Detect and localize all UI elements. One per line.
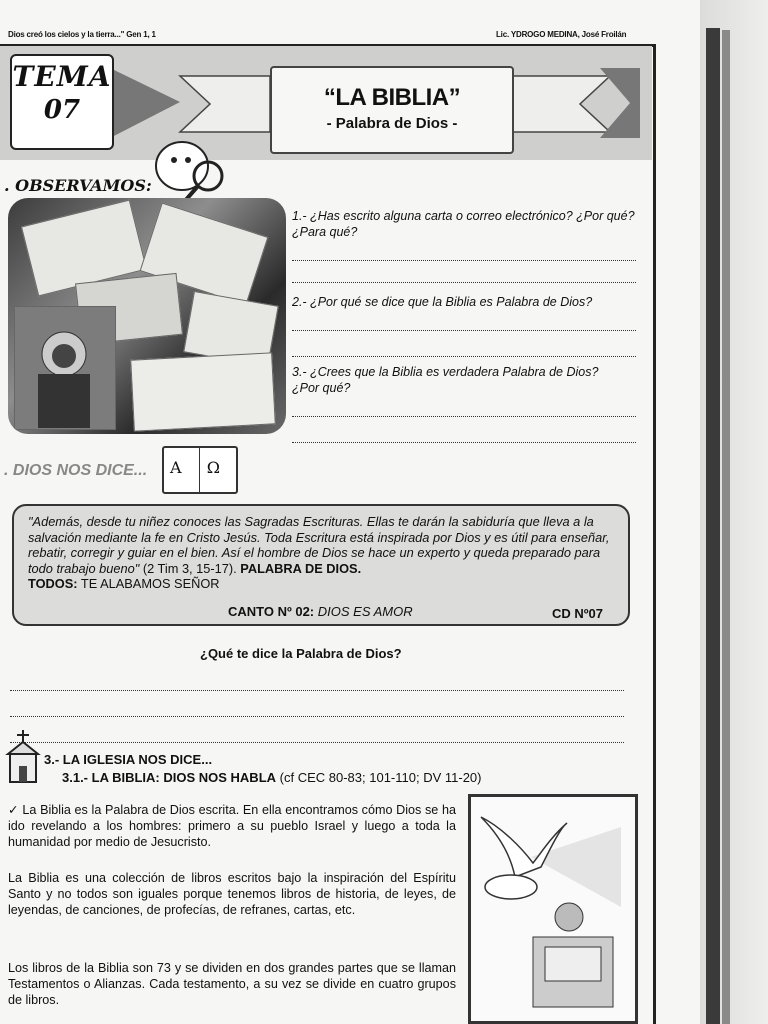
- page-title: “LA BIBLIA”: [323, 84, 461, 111]
- header-right-note: Lic. YDROGO MEDINA, José Froilán: [496, 30, 627, 39]
- tema-badge: [10, 54, 114, 150]
- question-3: 3.- ¿Crees que la Biblia es verdadera Palabra de Dios? ¿Por qué?: [292, 365, 599, 395]
- quote-closing: PALABRA DE DIOS.: [240, 560, 362, 576]
- iglesia-title: 3.- LA IGLESIA NOS DICE...: [44, 752, 213, 767]
- question-1: 1.- ¿Has escrito alguna carta o correo electrónico? ¿Por qué? ¿Para qué?: [292, 209, 635, 239]
- dios-nos-dice-label: . DIOS NOS DICE...: [4, 462, 148, 479]
- subtitle-bold: 3.1.- LA BIBLIA: DIOS NOS HABLA: [62, 770, 277, 785]
- cd-number: CD Nº07: [552, 606, 603, 621]
- quote-text: "Además, desde tu niñez conoces las Sagradas Escrituras. Ellas te darán la sabiduría que lleva a la salvación mediante la fe en Cristo Jesús. Toda Escritura está inspirada por Dios y es útil para enseñar, rebatir, corregir y guiar en el bien. Así el hombre de Dios se hace un experto y queda preparado para todo trabajo bueno": [28, 514, 610, 576]
- palabra-question: ¿Qué te dice la Palabra de Dios?: [200, 646, 402, 661]
- observamos-label: . OBSERVAMOS:: [4, 176, 152, 195]
- answer-line[interactable]: [292, 416, 636, 417]
- answer-line[interactable]: [292, 330, 636, 331]
- todos-response: TE ALABAMOS SEÑOR: [77, 576, 220, 591]
- canto-title: DIOS ES AMOR: [314, 604, 413, 619]
- check-mark-icon: ✓: [8, 803, 19, 817]
- tema-label: TEMA: [12, 60, 112, 93]
- paragraph-3: Los libros de la Biblia son 73 y se dividen en dos grandes partes que se llaman Testamentos o Alianzas. Cada testamento, a su vez se divide en cuatro grupos de libros.: [8, 961, 456, 1007]
- tema-number: 07: [43, 95, 81, 125]
- paragraph-2: La Biblia es una colección de libros escritos bajo la inspiración del Espíritu Santo y no todos son iguales porque tenemos libros de historia, de leyes, de leyendas, de canciones, de profecías, de refranes, cartas, etc.: [8, 871, 456, 917]
- canto-line: [228, 604, 413, 619]
- answer-line[interactable]: [10, 690, 624, 691]
- question-2: 2.- ¿Por qué se dice que la Biblia es Palabra de Dios?: [292, 295, 593, 309]
- letters-photo: [8, 198, 286, 434]
- canto-label: CANTO Nº 02:: [228, 604, 315, 619]
- answer-line[interactable]: [10, 716, 624, 717]
- answer-line[interactable]: [292, 260, 636, 261]
- title-ribbon: [270, 66, 514, 154]
- iglesia-subtitle: [62, 770, 481, 785]
- quote-reference: (2 Tim 3, 15-17).: [139, 560, 241, 576]
- binder-spine: [706, 28, 720, 1024]
- saint-icon: [18, 318, 110, 428]
- subtitle-reference: (cf CEC 80-83; 101-110; DV 11-20): [276, 770, 482, 785]
- binder-spine-inner: [722, 30, 730, 1024]
- dove-illustration: [471, 797, 635, 1021]
- answer-line[interactable]: [292, 282, 636, 283]
- todos-label: TODOS:: [28, 576, 78, 591]
- dove-and-saint-picture: [468, 794, 638, 1024]
- open-bible-icon: [162, 446, 238, 494]
- paragraph-text: La Biblia es la Palabra de Dios escrita. En ella encontramos cómo Dios se ha ido revelando a los hombres: primero a su pueblo Israel y luego a toda la humanidad por medio de Jesucristo.: [8, 803, 456, 849]
- page-subtitle: - Palabra de Dios -: [326, 115, 458, 132]
- alpha-omega-glyphs: A Ω: [170, 458, 230, 477]
- answer-line[interactable]: [292, 356, 636, 357]
- paragraph-1: [8, 802, 456, 850]
- header-left-note: Dios creó los cielos y la tierra..." Gen 1, 1: [8, 30, 156, 39]
- answer-line[interactable]: [10, 742, 624, 743]
- church-icon: [4, 728, 42, 784]
- answer-line[interactable]: [292, 442, 636, 443]
